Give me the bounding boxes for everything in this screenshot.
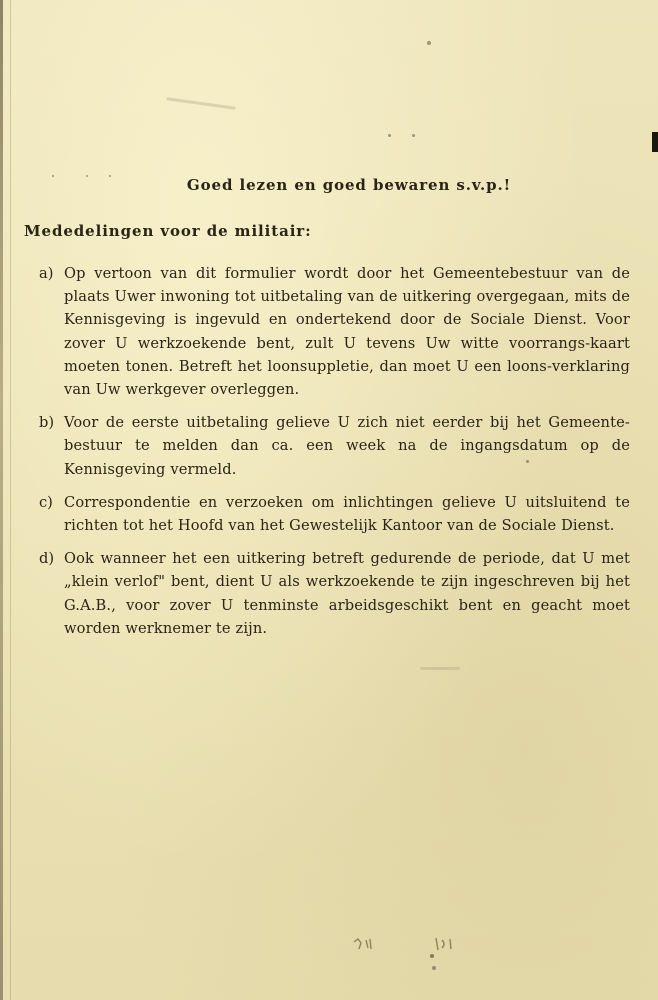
list-item-b xyxy=(24,411,630,481)
list-item-text: Voor de eerste uitbetaling gelieve U zich niet eerder bij het Gemeente-bestuur te melden dan ca. een week na de ingangsdatum op de Kennisgeving vermeld. xyxy=(64,414,630,478)
list-item-text: Correspondentie en verzoeken om inlichtingen gelieve U uitsluitend te richten tot het Hoofd van het Gewestelijk Kantoor van de Sociale Dienst. xyxy=(64,493,630,535)
list-item-c xyxy=(24,491,630,537)
paper-smudge xyxy=(166,97,236,110)
section-heading: Mededelingen voor de militair: xyxy=(24,222,312,240)
page-title: Goed lezen en goed bewaren s.v.p.! xyxy=(186,176,512,194)
paper-speck xyxy=(427,41,431,45)
list-item-d xyxy=(24,547,630,640)
faded-stamp-mark xyxy=(346,930,476,960)
notice-list xyxy=(24,262,630,650)
list-marker: b) xyxy=(39,414,55,432)
paper-fold-line xyxy=(10,0,11,1000)
list-item-text: Op vertoon van dit formulier wordt door het Gemeentebestuur van de plaats Uwer inwoning tot uitbetaling van de uitkering overgegaan, mits de Kennisgeving is ingevuld en ondertekend door de Sociale Dienst. Voor zover U werkzoekende bent, zult U tevens Uw witte voorrangs-kaart moeten tonen. Betreft het loonsuppletie, dan moet U een loons-verklaring van Uw werkgever overleggen. xyxy=(64,265,630,399)
list-item-text: Ook wanneer het een uitkering betreft gedurende de periode, dat U met „klein verlof" bent, dient U als werkzoekende te zijn ingeschreven bij het G.A.B., voor zover U tenminste arbeidsgeschikt bent en geacht moet worden werknemer te zijn. xyxy=(64,550,630,637)
paper-speck xyxy=(412,134,415,137)
paper-left-edge xyxy=(0,0,3,1000)
list-item-a xyxy=(24,262,630,401)
list-marker: d) xyxy=(39,550,55,568)
list-marker: c) xyxy=(39,493,53,511)
list-marker: a) xyxy=(39,265,54,282)
paper-smudge xyxy=(420,667,460,670)
paper-speck xyxy=(432,966,436,970)
paper-speck xyxy=(388,134,391,137)
paper-edge-mark xyxy=(652,132,658,152)
